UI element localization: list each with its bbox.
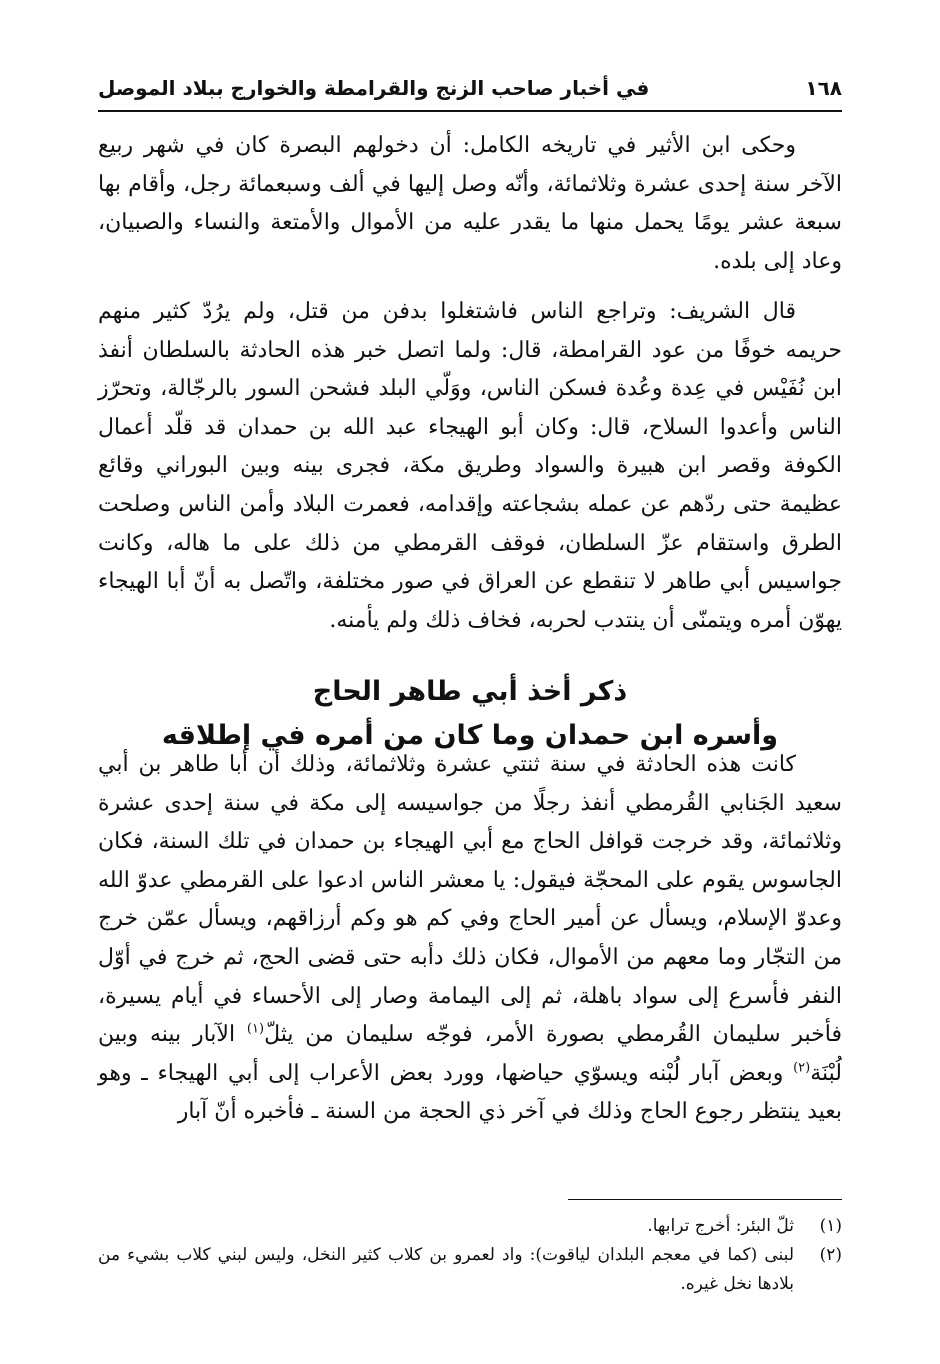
footnote-text: ثلّ البئر: أخرج ترابها. [647, 1216, 794, 1236]
footnote-ref-1[interactable]: (١) [246, 1021, 265, 1037]
footnote-number: (١) [819, 1216, 842, 1236]
section-heading-line-1: ذكر أخذ أبي طاهر الحاج [312, 676, 628, 707]
section-heading-line-2: وأسره ابن حمدان وما كان من أمره في إطلاقه [161, 720, 779, 751]
paragraph-segment: كانت هذه الحادثة في سنة ثنتي عشرة وثلاثمائة، وذلك أن أبا طاهر بن أبي سعيد الجَنابي القُرمطي أنفذ رجلًا من جواسيسه إلى مكة في سنة إحدى عشرة وثلاثمائة، وقد خرجت قوافل الحاج مع أبي الهيجاء بن حمدان في تلك السنة، فكان الجاسوس يقوم على المحجّة فيقول: يا معشر الناس ادعوا على القرمطي عدوّ الله وعدوّ الإسلام، ويسأل عن أمير الحاج وفي كم هو وكم أرزاقهم، ويسأل عمّن خرج من التجّار وما معهم من الأموال، فكان ذلك دأبه حتى قضى الحج، ثم خرج في أوّل النفر فأسرع إلى سواد باهلة، ثم إلى اليمامة وصار إلى الأحساء في أيام يسيرة، فأخبر سليمان القُرمطي بصورة الأمر، فوجّه سليمان من يثلّ [98, 752, 843, 1048]
footnote-rule [568, 1199, 842, 1200]
page-number: ١٦٨ [805, 76, 842, 100]
paragraph-segment: وبعض آبار لُبْنه ويسوّي حياضها، وورد بعض الأعراب إلى أبي الهيجاء ـ وهو بعيد ينتظر رجوع الحاج وذلك في آخر ذي الحجة من السنة ـ فأخبره أنّ آبار [98, 1060, 842, 1125]
paragraph-abu-tahir [98, 746, 842, 1132]
footnote-number: (٢) [819, 1245, 842, 1265]
running-header [98, 68, 842, 108]
footnotes [98, 1212, 842, 1299]
header-rule [98, 110, 842, 112]
paragraph-segment: الآبار بينه وبين لُبْنَة [98, 1022, 842, 1086]
paragraph-text: وحكى ابن الأثير في تاريخه الكامل: أن دخولهم البصرة كان في شهر ربيع الآخر سنة إحدى عشرة وثلاثمائة، وأنّه وصل إليها في ألف وسبعمائة رجل، وأقام بها سبعة عشر يومًا يحمل منها ما يقدر عليه من الأموال والأمتعة والنساء والصبيان، وعاد إلى بلده. [98, 133, 842, 274]
footnote-ref-2[interactable]: (٢) [793, 1060, 811, 1076]
footnote-2 [98, 1241, 842, 1299]
footnote-1 [98, 1212, 842, 1241]
running-title: في أخبار صاحب الزنج والقرامطة والخوارج ببلاد الموصل [98, 76, 650, 100]
footnote-text: لبنى (كما في معجم البلدان لياقوت): واد لعمرو بن كلاب كثير النخل، وليس لبني كلاب بشيء من بلادها نخل غيره. [98, 1245, 794, 1294]
paragraph-ibn-al-athir [98, 127, 842, 281]
paragraph-text: قال الشريف: وتراجع الناس فاشتغلوا بدفن من قتل، ولم يرُدّ كثير منهم حريمه خوفًا من عود القرامطة، قال: ولما اتصل خبر هذه الحادثة بالسلطان أنفذ ابن نُفَيْس في عِدة وعُدة فسكن الناس، ووَلّي البلد فشحن السور بالرجّالة، وتحرّز الناس وأعدوا السلاح، قال: وكان أبو الهيجاء عبد الله بن حمدان قد قلّد أعمال الكوفة وقصر ابن هبيرة والسواد وطريق مكة، فجرى بينه وبين البوراني وقائع عظيمة حتى ردّهم عن عمله بشجاعته وإقدامه، فعمرت البلاد وأمن الناس وصلحت الطرق واستقام عزّ السلطان، فوقف القرمطي من ذلك على ما هاله، وكانت جواسيس أبي طاهر لا تنقطع عن العراق في صور مختلفة، واتّصل به أنّ أبا الهيجاء يهوّن أمره ويتمنّى أن ينتدب لحربه، فخاف ذلك ولم يأمنه. [98, 299, 842, 633]
paragraph-al-sharif [98, 293, 842, 640]
paragraph-text [98, 746, 842, 1132]
